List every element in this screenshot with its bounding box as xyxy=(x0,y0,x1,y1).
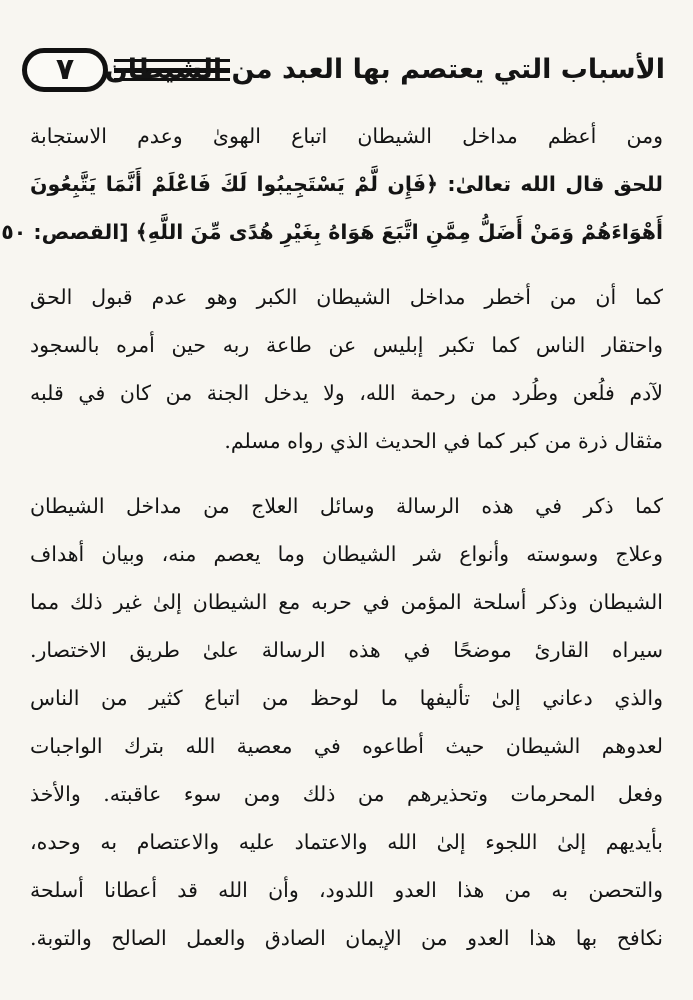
text-line: كما ذكر في هذه الرسالة وسائل العلاج من مداخل الشيطان xyxy=(30,494,663,518)
paragraph-gap xyxy=(30,465,663,482)
text-line: بأيديهم إلىٰ اللجوء إلىٰ الله والاعتماد عليه والاعتصام به وحده، xyxy=(30,830,663,854)
paragraph xyxy=(1,112,663,256)
quran-verse-line: أَهْوَاءَهُمْ وَمَنْ أَضَلُّ مِمَّنِ اتَّبَعَ هَوَاهُ بِغَيْرِ هُدًى مِّنَ اللَّهِ﴾ [القصص: ٥٠ xyxy=(1,220,663,244)
text-line: والتحصن به من هذا العدو اللدود، وأن الله قد أعطانا أسلحة xyxy=(30,878,663,902)
text-line: كما أن من أخطر مداخل الشيطان الكبر وهو عدم قبول الحق xyxy=(30,285,663,309)
text-line: الشيطان وذكر أسلحة المؤمن في حربه مع الشيطان إلىٰ غير ذلك مما xyxy=(30,590,663,614)
paragraph xyxy=(30,273,663,465)
page-body xyxy=(1,112,663,962)
text-line: نكافح بها هذا العدو من الإيمان الصادق والعمل الصالح والتوبة. xyxy=(30,926,663,950)
text-line: لعدوهم الشيطان حيث أطاعوه في معصية الله بترك الواجبات xyxy=(30,734,663,758)
page-number: ٧ xyxy=(55,52,75,87)
text-line: سيراه القارئ موضحًا في هذه الرسالة علىٰ طريق الاختصار. xyxy=(30,638,663,662)
text-line: لآدم فلُعن وطُرد من رحمة الله، ولا يدخل الجنة من كان في قلبه xyxy=(30,381,663,405)
text-line: مثقال ذرة من كبر كما في الحديث الذي رواه مسلم. xyxy=(224,429,663,453)
text-line: ومن أعظم مداخل الشيطان اتباع الهوىٰ وعدم الاستجابة xyxy=(30,124,663,148)
page-header xyxy=(22,42,665,98)
paragraph-gap xyxy=(30,256,663,273)
text-line: واحتقار الناس كما تكبر إبليس عن طاعة ربه حين أمره بالسجود xyxy=(30,333,663,357)
text-line: والذي دعاني إلىٰ تأليفها ما لوحظ من اتباع كثير من الناس xyxy=(30,686,663,710)
page-number-badge xyxy=(22,48,108,92)
text-line: وفعل المحرمات وتحذيرهم من ذلك ومن سوء عاقبته. والأخذ xyxy=(30,782,663,806)
running-title: الأسباب التي يعتصم بها العبد من الشيطان xyxy=(104,54,665,85)
text-line: وعلاج وسوسته وأنواع شر الشيطان وما يعصم منه، وبيان أهداف xyxy=(30,542,663,566)
paragraph xyxy=(30,482,663,962)
quran-verse-line: للحق قال الله تعالىٰ: ﴿فَإِن لَّمْ يَسْتَجِيبُوا لَكَ فَاعْلَمْ أَنَّمَا يَتَّبِعُونَ xyxy=(30,172,663,196)
